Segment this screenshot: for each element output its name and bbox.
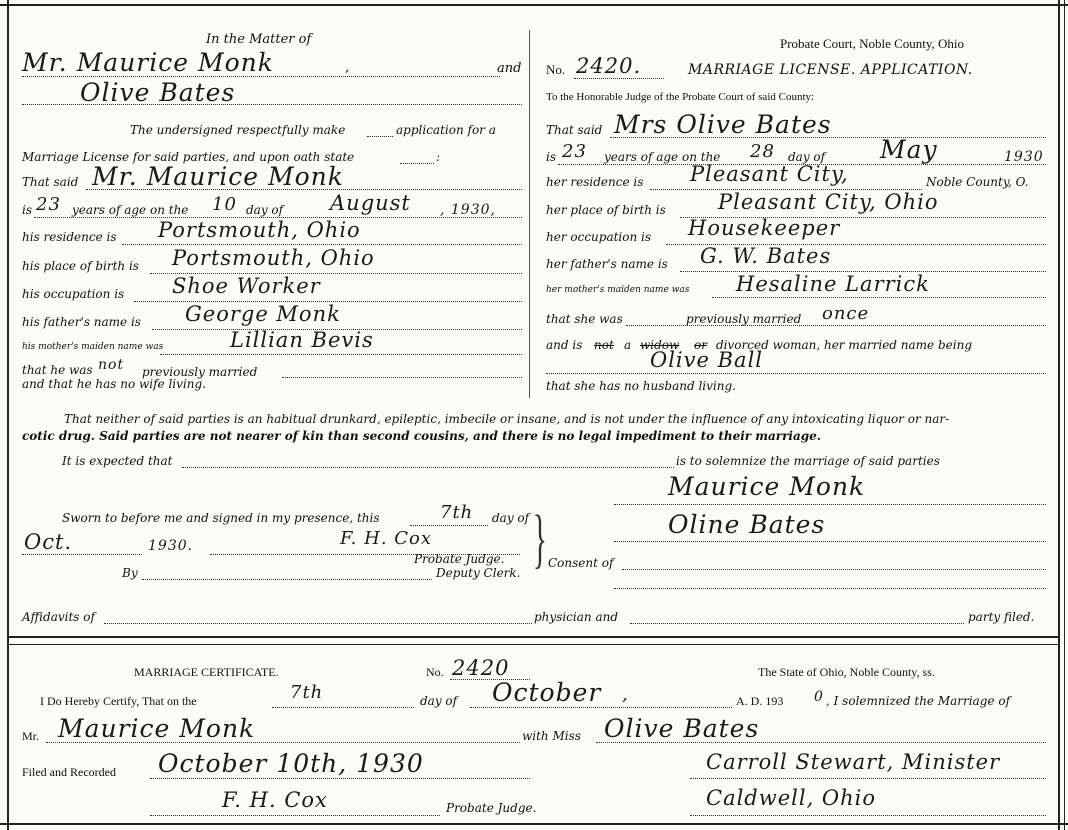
- certificate-groom-line: [46, 742, 520, 743]
- female-residence: Pleasant City,: [690, 162, 849, 186]
- statement-line-2: cotic drug. Said parties are not nearer of kin than second cousins, and there is no legal impediment to their marriage.: [22, 429, 821, 443]
- male-birth-month: August: [330, 191, 411, 215]
- male-mother-label: his mother's maiden name was: [22, 342, 164, 352]
- bride-signature-line: [614, 541, 1046, 542]
- intro-line-4: :: [436, 150, 441, 164]
- affidavits-line: [104, 623, 532, 624]
- female-occupation-label: her occupation is: [546, 230, 652, 244]
- top-border-rule: [0, 4, 1068, 6]
- consent-of-label: Consent of: [548, 556, 614, 570]
- female-mother-line: [712, 297, 1046, 298]
- certificate-day-line: [272, 707, 414, 708]
- female-name: Mrs Olive Bates: [614, 110, 832, 139]
- female-birth-day: 28: [750, 141, 775, 162]
- party1-line: [22, 76, 500, 77]
- sworn-day-of: day of: [492, 511, 530, 525]
- female-birthplace: Pleasant City, Ohio: [718, 190, 939, 214]
- court-name: Probate Court, Noble County, Ohio: [780, 36, 965, 51]
- in-the-matter-label: In the Matter of: [206, 32, 312, 47]
- female-county: Noble County, O.: [926, 175, 1029, 189]
- sworn-month-line: [22, 554, 142, 555]
- female-divorced-text: divorced woman, her married name being: [716, 338, 972, 352]
- document-title: MARRIAGE LICENSE. APPLICATION.: [688, 62, 973, 78]
- certificate-probate-judge: Probate Judge.: [446, 801, 537, 815]
- groom-signature: Maurice Monk: [668, 472, 866, 501]
- license-no-line: [574, 78, 664, 79]
- male-occupation: Shoe Worker: [172, 274, 321, 298]
- party1-name: Mr. Maurice Monk: [22, 48, 274, 77]
- right-border-rule: [1058, 0, 1060, 830]
- statement-line-1: That neither of said parties is an habitual drunkard, epileptic, imbecile or insane, and is not under the influence of any intoxicating liquor or nar-: [64, 412, 950, 426]
- female-and-is-label: and is: [546, 338, 583, 352]
- male-day-of-label: day of: [246, 203, 284, 217]
- female-father-label: her father's name is: [546, 257, 668, 271]
- filed-date: October 10th, 1930: [158, 749, 424, 778]
- expected-label: It is expected that: [62, 454, 173, 468]
- male-residence-label: his residence is: [22, 230, 117, 244]
- male-birth-day: 10: [212, 194, 237, 215]
- male-age: 23: [36, 194, 61, 215]
- certificate-state: The State of Ohio, Noble County, ss.: [758, 665, 935, 679]
- certificate-solemnized: , I solemnized the Marriage of: [826, 694, 1011, 708]
- female-birth-year: 1930: [1004, 149, 1044, 165]
- certificate-ad-hand: 0: [814, 689, 824, 705]
- sworn-brace: }: [532, 502, 547, 575]
- consent-line: [622, 569, 1046, 570]
- section-divider-bottom: [8, 644, 1060, 645]
- male-birthplace-label: his place of birth is: [22, 259, 139, 273]
- certificate-ad: A. D. 193: [736, 694, 784, 708]
- party2-line: [22, 104, 522, 105]
- female-birth-month: May: [880, 135, 938, 164]
- sworn-text: Sworn to before me and signed in my presence, this: [62, 511, 380, 525]
- bottom-border-rule: [0, 823, 1068, 825]
- female-residence-label: her residence is: [546, 175, 644, 189]
- certificate-no-label: No.: [426, 665, 444, 679]
- male-married-label-2: previously married: [142, 365, 258, 379]
- left-border-rule: [7, 0, 9, 830]
- party-filed-label: party filed.: [968, 610, 1035, 624]
- certificate-month-line: [470, 707, 732, 708]
- certificate-no-value: 2420: [452, 656, 510, 680]
- female-age: 23: [562, 141, 587, 162]
- license-no-value: 2420.: [576, 54, 642, 78]
- sworn-year: 1930.: [148, 538, 194, 554]
- female-previously-label: previously married: [686, 312, 802, 326]
- certificate-mr-label: Mr.: [22, 729, 40, 743]
- section-divider-top: [8, 636, 1060, 638]
- and-label: and: [497, 61, 522, 76]
- sworn-month: Oct.: [24, 530, 73, 554]
- female-married-name: Olive Ball: [650, 348, 764, 372]
- female-married-line: [626, 325, 1046, 326]
- female-mother-label: her mother's maiden name was: [546, 285, 690, 295]
- female-years-label: years of age on the: [604, 150, 721, 164]
- certify-text: I Do Hereby Certify, That on the: [40, 694, 197, 708]
- probate-judge-label: Probate Judge.: [414, 552, 505, 566]
- intro-line-1-blank: [367, 136, 393, 137]
- female-day-of-label: day of: [788, 150, 826, 164]
- male-that-said-label: That said: [22, 175, 79, 189]
- male-residence: Portsmouth, Ohio: [158, 218, 361, 242]
- intro-line-2: application for a: [396, 123, 496, 137]
- certificate-day: 7th: [290, 682, 324, 703]
- certificate-month-comma: ,: [622, 684, 629, 705]
- column-divider: [529, 30, 530, 398]
- certificate-month: October: [492, 678, 602, 707]
- male-years-label: years of age on the: [72, 203, 189, 217]
- female-occupation: Housekeeper: [688, 216, 841, 240]
- male-father: George Monk: [185, 302, 341, 326]
- party1-comma: ,: [345, 59, 350, 75]
- male-no-wife: and that he has no wife living.: [22, 377, 206, 391]
- female-name-line: [610, 137, 1046, 138]
- male-married-label: that he was: [22, 363, 93, 377]
- bride-signature: Oline Bates: [668, 510, 826, 539]
- judge-signature-app: F. H. Cox: [340, 528, 433, 549]
- female-a-label: a: [624, 338, 632, 352]
- consent-line-2: [614, 588, 1046, 589]
- female-that-said-label: That said: [546, 123, 603, 137]
- filed-date-line: [150, 778, 530, 779]
- to-judge-line: To the Honorable Judge of the Probate Court of said County:: [546, 91, 815, 103]
- female-birthplace-label: her place of birth is: [546, 203, 666, 217]
- party2-name: Olive Bates: [80, 78, 236, 107]
- by-label: By: [122, 566, 138, 580]
- officiant-signature: Carroll Stewart, Minister: [706, 750, 1001, 774]
- female-widow-struck: widow: [640, 338, 680, 352]
- by-line: [142, 579, 432, 580]
- certificate-day-of: day of: [420, 694, 458, 708]
- female-or-struck: or: [694, 338, 707, 352]
- certificate-bride: Olive Bates: [604, 714, 760, 743]
- certificate-bride-line: [596, 742, 1046, 743]
- certificate-with-miss: with Miss: [522, 729, 581, 743]
- certificate-judge-line: [150, 815, 440, 816]
- female-mother: Hesaline Larrick: [736, 272, 930, 296]
- license-no-label: No.: [546, 62, 566, 77]
- male-married-not: not: [98, 357, 125, 373]
- deputy-clerk-label: Deputy Clerk.: [436, 566, 521, 580]
- officiant-place-line: [690, 815, 1046, 816]
- female-married-label: that she was: [546, 312, 623, 326]
- certificate-groom: Maurice Monk: [58, 714, 256, 743]
- male-is-label: is: [22, 203, 32, 217]
- male-mother: Lillian Bevis: [230, 328, 374, 352]
- female-times-married: once: [822, 303, 870, 324]
- female-married-name-line: [546, 373, 1046, 374]
- male-father-label: his father's name is: [22, 315, 141, 329]
- right-border-rule-outer: [1064, 0, 1065, 830]
- female-is-label: is: [546, 150, 556, 164]
- intro-line-3-blank: [400, 163, 434, 164]
- female-not-struck: not: [594, 338, 614, 352]
- female-father: G. W. Bates: [700, 244, 832, 268]
- male-name-line: [86, 189, 522, 190]
- sworn-day-line: [410, 525, 488, 526]
- male-name: Mr. Maurice Monk: [92, 162, 344, 191]
- female-no-husband: that she has no husband living.: [546, 379, 736, 393]
- affidavits-label: Affidavits of: [22, 610, 95, 624]
- filed-recorded-label: Filed and Recorded: [22, 765, 116, 779]
- physician-line: [630, 623, 964, 624]
- male-birthplace: Portsmouth, Ohio: [172, 246, 375, 270]
- male-occupation-label: his occupation is: [22, 287, 125, 301]
- officiant-place: Caldwell, Ohio: [706, 786, 877, 810]
- sworn-day: 7th: [440, 502, 474, 523]
- expected-label-2: is to solemnize the marriage of said parties: [676, 454, 940, 468]
- male-married-line: [282, 377, 522, 378]
- physician-and-label: physician and: [534, 610, 619, 624]
- officiant-line: [690, 778, 1046, 779]
- intro-line-1: The undersigned respectfully make: [130, 123, 346, 137]
- male-mother-line: [160, 354, 522, 355]
- intro-line-3: Marriage License for said parties, and upon oath state: [22, 150, 355, 164]
- groom-signature-line: [614, 504, 1046, 505]
- expected-line: [182, 467, 674, 468]
- certificate-title: MARRIAGE CERTIFICATE.: [134, 665, 279, 679]
- male-birth-year: , 1930,: [440, 202, 496, 218]
- certificate-judge-signature: F. H. Cox: [222, 788, 328, 812]
- male-residence-line: [122, 244, 522, 245]
